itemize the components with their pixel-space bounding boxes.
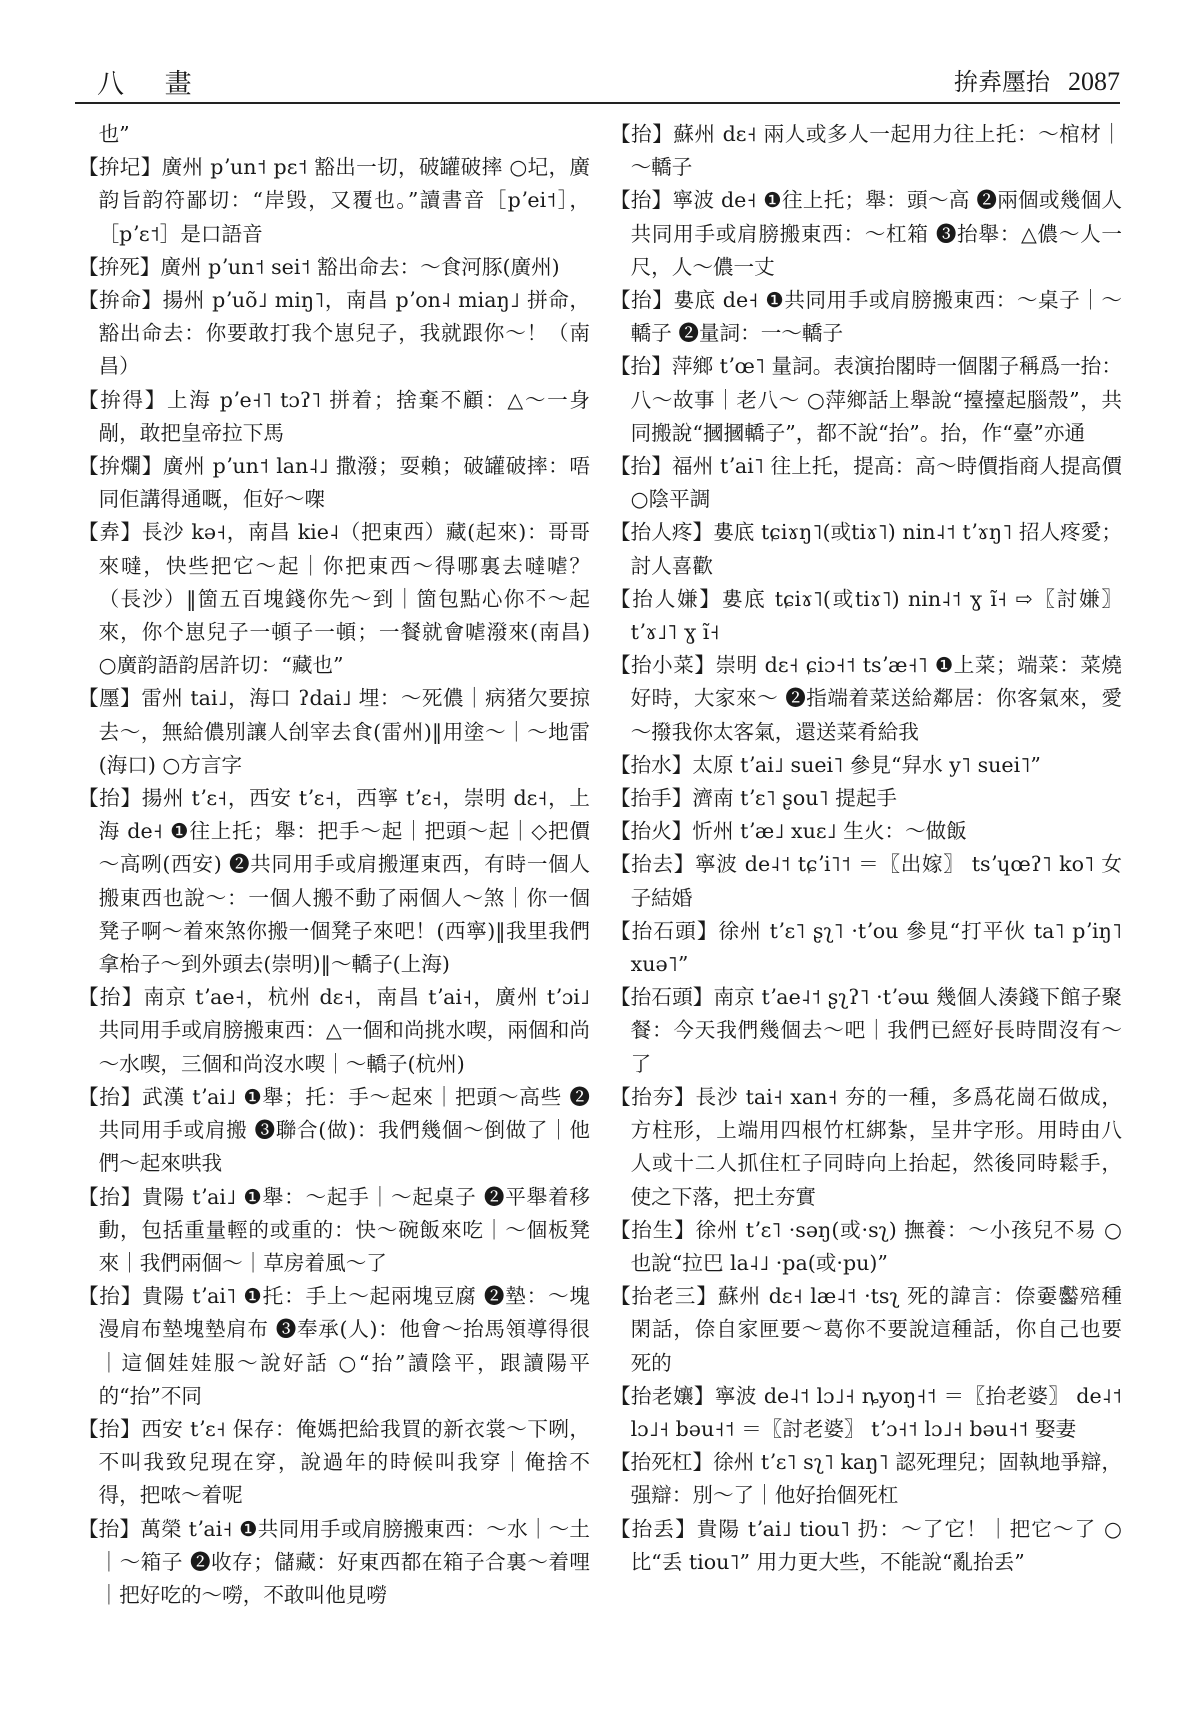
dictionary-entry: 【拚命】揚州 pʼuõ˩ miŋ˥，南昌 pʼon˨ miaŋ˩ 拼命，豁出命去：你要敢打我个崽兒子，我就跟你～！（南昌） (78, 288, 590, 379)
dictionary-entry: 【抬小菜】崇明 dɛ˧ ɕiɔ˧˦ tsʼæ˧˥ ❶上菜；端菜：菜燒好時，大家來～ ❷指端着菜送給鄰居：你客氣來，愛～撥我你太客氣，還送菜肴給我 (610, 653, 1122, 744)
dictionary-entry: 【抬人嫌】婁底 tɕiɤ˥(或tiɤ˥) nin˨˦ ɣ ĩ˧ ⇨〖討嫌〗 tʼɤ˩˥ ɣ ĩ˧ (610, 586, 1122, 645)
dictionary-entry: 【抬生】徐州 tʼɛ˥ ·səŋ(或·sʅ) 撫養：～小孩兒不易 ○也說“拉巴 la˨˩ ·pa(或·pu)” (610, 1217, 1122, 1275)
dictionary-entry: 【㕓】雷州 tai˩，海口 ʔdai˩ 埋：～死儂｜病猪欠要掠去～，無給儂別讓人刣宰去食(雷州)‖用塗～｜～地雷(海口) ○方言字 (78, 686, 590, 777)
running-head (954, 62, 1120, 97)
dictionary-entry: 【抬石頭】南京 tʼae˨˦ ʂʅʔ˥ ·tʼəɯ 幾個人湊錢下館子聚餐：今天我們幾個去～吧｜我們已經好長時間沒有～了 (610, 985, 1122, 1076)
dictionary-entry: 【抬】貴陽 tʼai˩ ❶舉：～起手｜～起桌子 ❷平舉着移動，包括重量輕的或重的：快～碗飯來吃｜～個板凳來｜我們兩個～｜草房着風～了 (78, 1184, 590, 1275)
page-header (75, 58, 1120, 104)
dictionary-entry: 【抬】揚州 tʼɛ˧，西安 tʼɛ˧，西寧 tʼɛ˧，崇明 dɛ˧，上海 de˧ ❶往上托；舉：把手～起｜把頭～起｜◇把價～高咧(西安) ❷共同用手或肩搬運東西，有時一個人搬東西也說～：一個人搬不動了兩個人～煞｜你一個凳子啊～着來煞你搬一個凳子來吧！(西寧)‖我里我們拿枱子～到外頭去(崇明)‖～轎子(上海) (78, 786, 590, 977)
dictionary-entry: 【拚得】上海 pʼe˧˥ tɔʔ˥ 拼着；捨棄不顧：△～一身剮，敢把皇帝拉下馬 (78, 387, 590, 445)
dictionary-entry: 【抬死杠】徐州 tʼɛ˥ sʅ˥ kaŋ˥ 認死理兒；固執地爭辯，强辯：別～了｜他好抬個死杠 (610, 1450, 1122, 1508)
dictionary-entry: 【抬】婁底 de˧ ❶共同用手或肩膀搬東西：～桌子｜～轎子 ❷量詞：一～轎子 (610, 288, 1122, 346)
dictionary-entry: 【抬去】寧波 de˨˦ tɕʼi˥˦ ＝〖出嫁〗 tsʼɥœʔ˥ ko˥ 女子結婚 (610, 852, 1122, 910)
dictionary-entry: 【抬老孃】寧波 de˨˦ lɔ˩˧ ȵyoŋ˧˦ ＝〖抬老婆〗 de˨˦ lɔ˩˧ bəu˧˦ ＝〖討老婆〗 tʼɔ˧˦ lɔ˩˧ bəu˧˦ 娶妻 (610, 1383, 1122, 1441)
dictionary-entry: 【抬】萬榮 tʼai˧ ❶共同用手或肩膀搬東西：～水｜～土｜～箱子 ❷收存；儲藏：好東西都在箱子合裏～着哩｜把好吃的～嘮，不敢叫他見嘮 (78, 1516, 590, 1607)
dictionary-entry: 【抬老三】蘇州 dɛ˧ læ˨˦ ·tsʅ 死的諱言：倷嫑齾殕種閑話，倷自家匣要～葛你不要說這種話，你自己也要死的 (610, 1284, 1122, 1375)
dictionary-entry: 【抬】西安 tʼɛ˧ 保存：俺媽把給我買的新衣裳～下咧，不叫我致兒現在穿，說過年的時候叫我穿｜俺捨不得，把哝～着呢 (78, 1416, 590, 1508)
dictionary-entry: 【拚圮】廣州 pʼun˦ pɛ˦ 豁出一切，破罐破摔 ○圮，廣韵旨韵符鄙切：“岸毁，又覆也。”讀書音［pʼei˦］，［pʼɛ˦］是口語音 (78, 155, 590, 246)
left-column (78, 118, 590, 1713)
page-number: 2087 (1068, 67, 1120, 96)
dictionary-entry: 【拚死】廣州 pʼun˦ sei˦ 豁出命去：～食河豚(廣州) (78, 254, 560, 279)
section-heading: 八 畫 (97, 69, 208, 100)
dictionary-entry: 【抬火】忻州 tʼæ˩ xuɛ˩ 生火：～做飯 (610, 819, 967, 844)
dictionary-entry: 【抬】寧波 de˧ ❶往上托；舉：頭～高 ❷兩個或幾個人共同用手或肩膀搬東西：～杠箱 ❸抬舉：△儂～人一尺，人～儂一丈 (610, 188, 1122, 279)
dictionary-entry: 【抬人疼】婁底 tɕiɤŋ˥(或tiɤ˥) nin˨˦ tʼɤŋ˥ 招人疼愛；討人喜歡 (610, 520, 1122, 578)
dictionary-entry: 【抬丢】貴陽 tʼai˩ tiou˥ 扔：～了它！｜把它～了 ○比“丢 tiou˥” 用力更大些，不能說“亂抬丢” (610, 1516, 1122, 1574)
dictionary-entry: 【抬手】濟南 tʼɛ˥ ʂou˥ 提起手 (610, 786, 898, 811)
right-column (610, 118, 1122, 1713)
dictionary-entry: 【抬】萍鄉 tʼœ˥ 量詞。表演抬閣時一個閣子稱爲一抬：八～故事｜老八～ ○萍鄉話上舉說“擡擡起腦殼”，共同搬說“摑摑轎子”，都不說“抬”。抬，作“臺”亦通 (610, 354, 1122, 445)
dictionary-entry: 【抬】武漢 tʼai˩ ❶舉；托：手～起來｜把頭～高些 ❷共同用手或肩搬 ❸聯合(做)：我們幾個～倒做了｜他們～起來哄我 (78, 1084, 590, 1176)
dictionary-entry: 【抬水】太原 tʼai˩ suei˥ 參見“舁水 y˥ suei˥” (610, 752, 1041, 777)
dictionary-entry: 【抬夯】長沙 tai˧ xan˧ 夯的一種，多爲花崗石做成，方柱形，上端用四根竹杠綁紮，呈井字形。用時由八人或十二人抓住杠子同時向上抬起，然後同時鬆手，使之下落，把土夯實 (610, 1084, 1122, 1209)
dictionary-entry: 【抬】蘇州 dɛ˧ 兩人或多人一起用力往上托：～棺材｜～轎子 (610, 122, 1122, 180)
dictionary-entry: 【抬】福州 tʼai˥ 往上托，提高：高～時價指商人提高價 ○陰平調 (610, 454, 1122, 512)
dictionary-entry: 也” (98, 122, 130, 146)
dictionary-entry: 【弆】長沙 kə˧，南昌 kie˨（把東西）藏(起來)：哥哥來噠，快些把它～起｜你把東西～得哪裏去噠㖸？（長沙）‖箇五百塊錢你先～到｜箇包點心你不～起來，你个崽兒子一頓子一頓；一餐就會㖸潑來(南昌) ○廣韵語韵居許切：“藏也” (78, 520, 590, 678)
dictionary-entry: 【抬】貴陽 tʼai˥ ❶托：手上～起兩塊豆腐 ❷墊：～塊漫肩布墊塊墊肩布 ❸奉承(人)：他會～抬馬領導得很｜這個娃娃服～說好話 ○“抬”讀陰平，跟讀陽平的“抬”不同 (78, 1284, 590, 1408)
dictionary-entry: 【抬石頭】徐州 tʼɛ˥ ʂʅ˥ ·tʼou 參見“打平伙 ta˥ pʼiŋ˥ xuə˥” (610, 918, 1122, 977)
running-head-chars: 拚弆㕓抬 (954, 68, 1050, 96)
dictionary-entry: 【抬】南京 tʼae˧，杭州 dɛ˧，南昌 tʼai˧，廣州 tʼɔi˩ 共同用手或肩膀搬東西：△一個和尚挑水喫，兩個和尚～水喫，三個和尚沒水喫｜～轎子(杭州) (78, 985, 590, 1076)
dictionary-entry: 【拚爛】廣州 pʼun˦ lan˨˩ 撒潑；耍賴；破罐破摔：唔同佢講得通嘅，佢好～㗎 (78, 454, 590, 512)
